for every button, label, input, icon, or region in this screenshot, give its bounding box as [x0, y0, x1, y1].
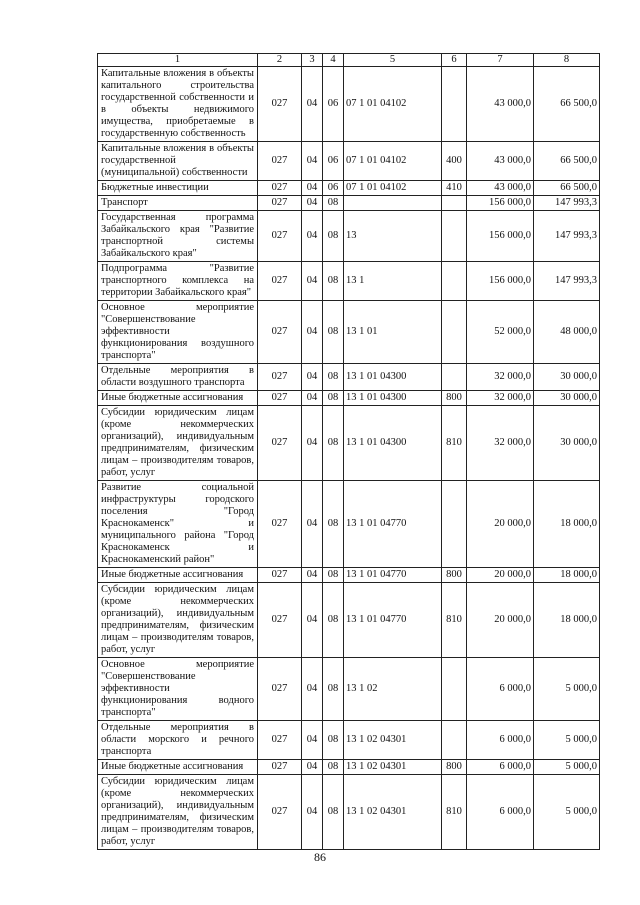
table-row [98, 211, 600, 262]
row-target-code-cell: 13 1 01 04300 [344, 406, 442, 481]
table-header-row [98, 54, 600, 67]
row-target-code-cell: 13 [344, 211, 442, 262]
row-name-cell: Субсидии юридическим лицам (кроме некоммерческих организаций), индивидуальным предпринимателям, физическим лицам – производителям товаров, работ, услуг [98, 775, 258, 850]
table-row [98, 142, 600, 181]
row-expense-type-cell: 400 [442, 142, 467, 181]
row-admin-code-cell: 027 [258, 364, 302, 391]
row-expense-type-cell [442, 211, 467, 262]
row-subsection-cell: 08 [323, 364, 344, 391]
row-name-cell: Иные бюджетные ассигнования [98, 568, 258, 583]
row-subsection-cell: 08 [323, 481, 344, 568]
table-row [98, 67, 600, 142]
row-section-cell: 04 [302, 67, 323, 142]
row-expense-type-cell: 410 [442, 181, 467, 196]
row-amount-2-cell: 30 000,0 [534, 364, 600, 391]
row-section-cell: 04 [302, 364, 323, 391]
row-admin-code-cell: 027 [258, 658, 302, 721]
table-row [98, 406, 600, 481]
row-subsection-cell: 08 [323, 583, 344, 658]
row-amount-1-cell: 43 000,0 [467, 181, 534, 196]
row-name-cell: Основное мероприятие "Совершенствование эффективности функционирования воздушного транспорта" [98, 301, 258, 364]
row-amount-2-cell: 147 993,3 [534, 211, 600, 262]
row-amount-1-cell: 156 000,0 [467, 211, 534, 262]
row-admin-code-cell: 027 [258, 568, 302, 583]
row-admin-code-cell: 027 [258, 181, 302, 196]
row-expense-type-cell [442, 301, 467, 364]
row-admin-code-cell: 027 [258, 262, 302, 301]
row-amount-2-cell: 5 000,0 [534, 775, 600, 850]
row-name-cell: Отдельные мероприятия в области морского и речного транспорта [98, 721, 258, 760]
row-subsection-cell: 08 [323, 391, 344, 406]
row-name-cell: Иные бюджетные ассигнования [98, 391, 258, 406]
table-body [98, 67, 600, 850]
column-header-3: 3 [302, 54, 323, 67]
row-expense-type-cell: 800 [442, 568, 467, 583]
row-admin-code-cell: 027 [258, 301, 302, 364]
row-target-code-cell: 07 1 01 04102 [344, 67, 442, 142]
row-target-code-cell: 13 1 01 04300 [344, 391, 442, 406]
row-amount-1-cell: 156 000,0 [467, 262, 534, 301]
table-row [98, 262, 600, 301]
row-name-cell: Отдельные мероприятия в области воздушного транспорта [98, 364, 258, 391]
row-expense-type-cell [442, 721, 467, 760]
row-name-cell: Бюджетные инвестиции [98, 181, 258, 196]
row-section-cell: 04 [302, 301, 323, 364]
row-subsection-cell: 08 [323, 262, 344, 301]
row-expense-type-cell: 800 [442, 760, 467, 775]
row-target-code-cell: 13 1 01 04770 [344, 481, 442, 568]
row-target-code-cell: 13 1 01 [344, 301, 442, 364]
row-amount-2-cell: 5 000,0 [534, 721, 600, 760]
row-name-cell: Основное мероприятие "Совершенствование эффективности функционирования водного транспорта" [98, 658, 258, 721]
row-target-code-cell: 13 1 02 04301 [344, 721, 442, 760]
table-row [98, 658, 600, 721]
row-section-cell: 04 [302, 721, 323, 760]
row-expense-type-cell: 810 [442, 775, 467, 850]
row-admin-code-cell: 027 [258, 391, 302, 406]
row-amount-2-cell: 48 000,0 [534, 301, 600, 364]
row-admin-code-cell: 027 [258, 406, 302, 481]
row-section-cell: 04 [302, 181, 323, 196]
row-section-cell: 04 [302, 406, 323, 481]
column-header-2: 2 [258, 54, 302, 67]
row-section-cell: 04 [302, 658, 323, 721]
row-amount-1-cell: 52 000,0 [467, 301, 534, 364]
row-subsection-cell: 08 [323, 568, 344, 583]
row-amount-1-cell: 20 000,0 [467, 568, 534, 583]
row-subsection-cell: 08 [323, 721, 344, 760]
row-amount-2-cell: 5 000,0 [534, 760, 600, 775]
table-row [98, 301, 600, 364]
row-admin-code-cell: 027 [258, 583, 302, 658]
row-expense-type-cell [442, 658, 467, 721]
row-admin-code-cell: 027 [258, 142, 302, 181]
table-row [98, 760, 600, 775]
row-admin-code-cell: 027 [258, 775, 302, 850]
row-expense-type-cell [442, 262, 467, 301]
row-amount-1-cell: 32 000,0 [467, 364, 534, 391]
column-header-4: 4 [323, 54, 344, 67]
row-subsection-cell: 08 [323, 658, 344, 721]
row-admin-code-cell: 027 [258, 196, 302, 211]
row-section-cell: 04 [302, 391, 323, 406]
row-admin-code-cell: 027 [258, 211, 302, 262]
row-amount-1-cell: 6 000,0 [467, 760, 534, 775]
table-row [98, 568, 600, 583]
row-subsection-cell: 08 [323, 301, 344, 364]
row-amount-1-cell: 43 000,0 [467, 67, 534, 142]
row-subsection-cell: 06 [323, 67, 344, 142]
row-section-cell: 04 [302, 760, 323, 775]
row-admin-code-cell: 027 [258, 721, 302, 760]
row-name-cell: Иные бюджетные ассигнования [98, 760, 258, 775]
table-row [98, 583, 600, 658]
row-amount-2-cell: 66 500,0 [534, 67, 600, 142]
row-target-code-cell: 07 1 01 04102 [344, 181, 442, 196]
row-expense-type-cell [442, 196, 467, 211]
row-expense-type-cell [442, 67, 467, 142]
table-row [98, 364, 600, 391]
table-row [98, 721, 600, 760]
row-amount-1-cell: 156 000,0 [467, 196, 534, 211]
column-header-8: 8 [534, 54, 600, 67]
row-amount-2-cell: 18 000,0 [534, 583, 600, 658]
row-subsection-cell: 08 [323, 775, 344, 850]
row-admin-code-cell: 027 [258, 760, 302, 775]
row-amount-2-cell: 5 000,0 [534, 658, 600, 721]
column-header-6: 6 [442, 54, 467, 67]
row-amount-1-cell: 6 000,0 [467, 721, 534, 760]
table-row [98, 481, 600, 568]
row-subsection-cell: 06 [323, 181, 344, 196]
row-amount-1-cell: 20 000,0 [467, 583, 534, 658]
row-amount-2-cell: 66 500,0 [534, 142, 600, 181]
row-amount-1-cell: 43 000,0 [467, 142, 534, 181]
row-section-cell: 04 [302, 196, 323, 211]
row-name-cell: Транспорт [98, 196, 258, 211]
row-expense-type-cell [442, 364, 467, 391]
row-amount-1-cell: 20 000,0 [467, 481, 534, 568]
row-expense-type-cell: 810 [442, 406, 467, 481]
row-target-code-cell: 13 1 [344, 262, 442, 301]
row-amount-2-cell: 147 993,3 [534, 262, 600, 301]
column-header-1: 1 [98, 54, 258, 67]
row-amount-2-cell: 30 000,0 [534, 391, 600, 406]
row-amount-2-cell: 18 000,0 [534, 481, 600, 568]
table-row [98, 775, 600, 850]
row-subsection-cell: 08 [323, 196, 344, 211]
row-name-cell: Субсидии юридическим лицам (кроме некоммерческих организаций), индивидуальным предпринимателям, физическим лицам – производителям товаров, работ, услуг [98, 583, 258, 658]
row-subsection-cell: 06 [323, 142, 344, 181]
row-subsection-cell: 08 [323, 211, 344, 262]
row-name-cell: Капитальные вложения в объекты государственной (муниципальной) собственности [98, 142, 258, 181]
row-admin-code-cell: 027 [258, 481, 302, 568]
row-amount-2-cell: 66 500,0 [534, 181, 600, 196]
row-target-code-cell [344, 196, 442, 211]
row-subsection-cell: 08 [323, 760, 344, 775]
row-expense-type-cell [442, 481, 467, 568]
row-amount-2-cell: 18 000,0 [534, 568, 600, 583]
row-amount-2-cell: 30 000,0 [534, 406, 600, 481]
table-row [98, 391, 600, 406]
row-expense-type-cell: 810 [442, 583, 467, 658]
row-section-cell: 04 [302, 775, 323, 850]
row-target-code-cell: 13 1 02 04301 [344, 760, 442, 775]
row-section-cell: 04 [302, 211, 323, 262]
row-amount-1-cell: 32 000,0 [467, 406, 534, 481]
row-target-code-cell: 13 1 02 [344, 658, 442, 721]
page-number: 86 [314, 850, 326, 864]
row-amount-1-cell: 32 000,0 [467, 391, 534, 406]
table-row [98, 181, 600, 196]
row-expense-type-cell: 800 [442, 391, 467, 406]
budget-table [97, 53, 600, 850]
row-name-cell: Государственная программа Забайкальского края "Развитие транспортной системы Забайкальского края" [98, 211, 258, 262]
row-name-cell: Подпрограмма "Развитие транспортного комплекса на территории Забайкальского края" [98, 262, 258, 301]
row-admin-code-cell: 027 [258, 67, 302, 142]
row-section-cell: 04 [302, 568, 323, 583]
row-section-cell: 04 [302, 481, 323, 568]
row-target-code-cell: 13 1 01 04770 [344, 583, 442, 658]
row-amount-1-cell: 6 000,0 [467, 775, 534, 850]
row-target-code-cell: 13 1 01 04300 [344, 364, 442, 391]
column-header-7: 7 [467, 54, 534, 67]
row-target-code-cell: 07 1 01 04102 [344, 142, 442, 181]
row-name-cell: Капитальные вложения в объекты капитального строительства государственной собственности и в объекты недвижимого имущества, приобретаемые в государственную собственность [98, 67, 258, 142]
row-target-code-cell: 13 1 02 04301 [344, 775, 442, 850]
row-name-cell: Субсидии юридическим лицам (кроме некоммерческих организаций), индивидуальным предпринимателям, физическим лицам – производителям товаров, работ, услуг [98, 406, 258, 481]
row-section-cell: 04 [302, 262, 323, 301]
row-amount-2-cell: 147 993,3 [534, 196, 600, 211]
row-amount-1-cell: 6 000,0 [467, 658, 534, 721]
row-subsection-cell: 08 [323, 406, 344, 481]
row-target-code-cell: 13 1 01 04770 [344, 568, 442, 583]
row-name-cell: Развитие социальной инфраструктуры городского поселения "Город Краснокаменск" и муниципального района "Город Краснокаменск и Краснокаменский район" [98, 481, 258, 568]
column-header-5: 5 [344, 54, 442, 67]
row-section-cell: 04 [302, 583, 323, 658]
table-row [98, 196, 600, 211]
row-section-cell: 04 [302, 142, 323, 181]
